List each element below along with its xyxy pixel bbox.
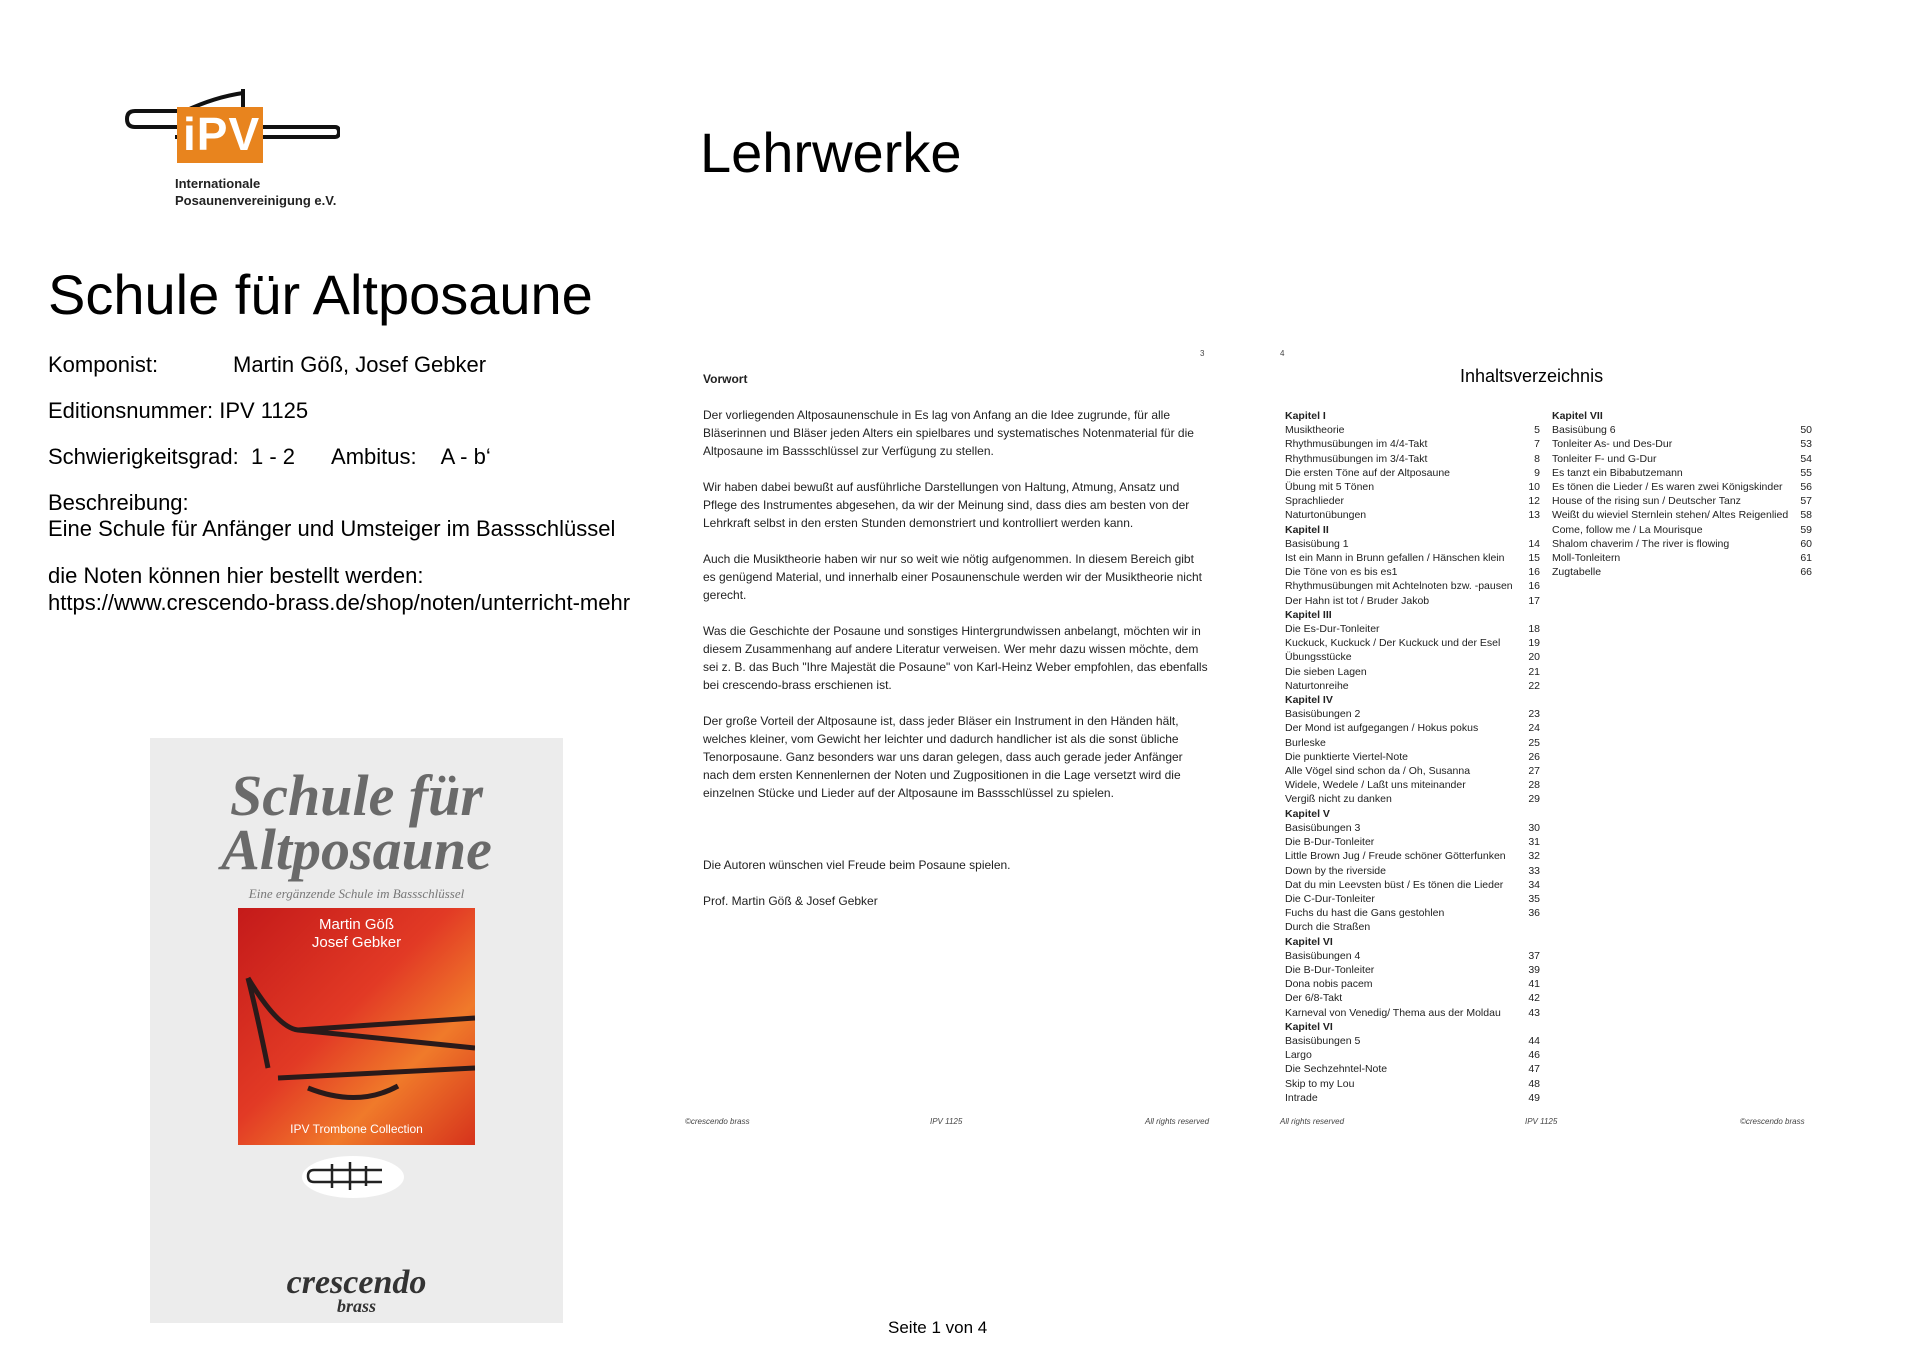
toc-entry	[1285, 821, 1540, 835]
toc-entry-page	[1520, 409, 1540, 423]
toc-chapter-heading	[1285, 935, 1540, 949]
toc-entry-page	[1520, 1020, 1540, 1034]
description-value: Eine Schule für Anfänger und Umsteiger im Bassschlüssel	[48, 516, 616, 541]
toc-entry-title: Basisübungen 4	[1285, 949, 1361, 962]
cover-author2: Josef Gebker	[311, 934, 402, 951]
toc-entry-title: Kuckuck, Kuckuck / Der Kuckuck und der Esel	[1285, 637, 1501, 650]
toc-entry-page: 66	[1800, 566, 1812, 579]
toc-title: Inhaltsverzeichnis	[1460, 366, 1604, 386]
toc-entry-title: Tonleiter As- und Des-Dur	[1552, 438, 1673, 451]
toc-entry-title: Die B-Dur-Tonleiter	[1285, 836, 1375, 849]
toc-entry-title: Die B-Dur-Tonleiter	[1285, 963, 1375, 976]
vorwort-footer-right: All rights reserved	[1145, 1117, 1210, 1126]
toc-entry-page: 35	[1528, 892, 1540, 905]
toc-entry-page: 26	[1528, 750, 1540, 763]
toc-entry-title: Die ersten Töne auf der Altposaune	[1285, 466, 1451, 479]
toc-chapter-heading	[1285, 523, 1540, 537]
toc-entry-title: Zugtabelle	[1552, 566, 1602, 579]
toc-entry-page: 44	[1528, 1034, 1540, 1047]
toc-entry	[1285, 466, 1540, 480]
toc-entry-page: 59	[1800, 523, 1812, 536]
toc-entry-title: Kapitel V	[1285, 807, 1330, 820]
composer-row	[48, 352, 486, 378]
toc-chapter-heading	[1285, 807, 1540, 821]
toc-entry-title: Rhythmusübungen mit Achtelnoten bzw. -pausen	[1285, 580, 1513, 593]
toc-chapter-heading	[1285, 608, 1540, 622]
toc-entry	[1285, 452, 1540, 466]
page-title: Schule für Altposaune	[48, 263, 593, 326]
toc-entry	[1285, 736, 1540, 750]
toc-entry	[1285, 1077, 1540, 1091]
logo-abbr: iPV	[183, 108, 261, 160]
toc-entry-page: 12	[1528, 495, 1540, 508]
composer-value: Martin Göß, Josef Gebker	[233, 352, 487, 377]
toc-entry-page: 16	[1528, 580, 1540, 593]
toc-entry-title: Largo	[1285, 1049, 1312, 1062]
toc-entry-title: Down by the riverside	[1285, 864, 1386, 877]
edition-label: Editionsnummer:	[48, 398, 214, 423]
toc-entry-title: Widele, Wedele / Laßt uns miteinander	[1285, 779, 1466, 792]
toc-entry-page: 39	[1528, 963, 1540, 976]
toc-entry-title: Es tönen die Lieder / Es waren zwei Königskinder	[1552, 481, 1783, 494]
toc-entry-title: Übung mit 5 Tönen	[1285, 481, 1375, 494]
toc-entry	[1285, 636, 1540, 650]
toc-entry-title: Intrade	[1285, 1091, 1318, 1104]
vorwort-footer-mid: IPV 1125	[930, 1117, 963, 1126]
toc-entry-page: 17	[1528, 594, 1540, 607]
toc-entry-page	[1792, 409, 1812, 423]
order-link[interactable]: https://www.crescendo-brass.de/shop/noten/unterricht-mehr	[48, 590, 631, 615]
toc-entry-page: 18	[1528, 623, 1540, 636]
toc-entry-title: Basisübung 6	[1552, 424, 1616, 437]
toc-entry	[1285, 437, 1540, 451]
toc-entry-page: 13	[1528, 509, 1540, 522]
toc-entry-page	[1520, 523, 1540, 537]
toc-entry	[1285, 977, 1540, 991]
cover-ipv-logo	[302, 1156, 404, 1198]
toc-entry	[1285, 849, 1540, 863]
toc-entry	[1285, 764, 1540, 778]
toc-entry-page: 10	[1528, 481, 1540, 494]
toc-entry-title: Moll-Tonleitern	[1552, 552, 1621, 565]
toc-entry	[1285, 579, 1540, 593]
composer-label: Komponist:	[48, 352, 159, 377]
toc-entry-title: Vergiß nicht zu danken	[1285, 793, 1392, 806]
toc-right-column	[1552, 409, 1812, 579]
toc-entry-page: 47	[1528, 1063, 1540, 1076]
toc-left-column	[1285, 409, 1540, 1105]
difficulty-label: Schwierigkeitsgrad:	[48, 444, 239, 469]
toc-entry	[1552, 523, 1812, 537]
toc-entry	[1552, 551, 1812, 565]
toc-entry-title: Ist ein Mann in Brunn gefallen / Hänschen klein	[1285, 552, 1505, 565]
toc-entry-title: Der Hahn ist tot / Bruder Jakob	[1285, 594, 1430, 607]
toc-entry-title: Basisübung 1	[1285, 537, 1349, 550]
vorwort-paragraph: Auch die Musiktheorie haben wir nur so weit wie nötig aufgenommen. In diesem Bereich gibt es genügend Material, und innerhalb einer Posaunenschule werden wir der Musiktheorie nicht gerecht.	[703, 552, 1202, 602]
toc-entry	[1285, 991, 1540, 1005]
vorwort-paragraph: Der vorliegenden Altposaunenschule in Es lag von Anfang an die Idee zugrunde, für alle Bläserinnen und Bläser jeden Alters ein spielbares und systematisches Notenmaterial für die Altposaune im Bassschlüssel zur Verfügung zu stellen.	[703, 408, 1194, 458]
toc-entry-title: Karneval von Venedig/ Thema aus der Moldau	[1285, 1006, 1501, 1019]
toc-entry	[1285, 835, 1540, 849]
toc-entry-title: Basisübungen 3	[1285, 821, 1361, 834]
ambitus-label: Ambitus:	[331, 444, 417, 469]
toc-entry-page: 8	[1534, 452, 1540, 465]
toc-entry-title: Der 6/8-Takt	[1285, 992, 1343, 1005]
toc-entry-title: Kapitel VI	[1285, 935, 1333, 948]
toc-entry-title: Skip to my Lou	[1285, 1077, 1355, 1090]
toc-chapter-heading	[1552, 409, 1812, 423]
logo-line2: Posaunenvereinigung e.V.	[175, 193, 337, 208]
page-footer: Seite 1 von 4	[888, 1318, 988, 1337]
toc-entry-page: 16	[1528, 566, 1540, 579]
toc-entry-title: Durch die Straßen	[1285, 921, 1371, 934]
toc-entry	[1285, 665, 1540, 679]
toc-entry	[1285, 494, 1540, 508]
toc-entry-page: 37	[1528, 949, 1540, 962]
toc-entry-page: 24	[1528, 722, 1540, 735]
toc-entry-page: 54	[1800, 452, 1812, 465]
toc-entry	[1285, 864, 1540, 878]
toc-entry	[1285, 594, 1540, 608]
toc-entry-title: Kapitel II	[1285, 523, 1329, 536]
toc-entry-title: Naturtonreihe	[1285, 679, 1349, 692]
toc-entry	[1552, 452, 1812, 466]
toc-entry-page	[1520, 920, 1540, 934]
toc-entry	[1285, 1006, 1540, 1020]
toc-entry-page: 19	[1528, 637, 1540, 650]
toc-entry-page: 34	[1528, 878, 1540, 891]
toc-entry-title: Der Mond ist aufgegangen / Hokus pokus	[1285, 722, 1479, 735]
toc-entry-title: Shalom chaverim / The river is flowing	[1552, 537, 1730, 550]
toc-entry-page: 25	[1528, 736, 1540, 749]
toc-entry-page: 43	[1528, 1006, 1540, 1019]
toc-entry	[1552, 537, 1812, 551]
toc-entry-page: 61	[1800, 552, 1812, 565]
toc-entry	[1285, 721, 1540, 735]
toc-entry-title: Die C-Dur-Tonleiter	[1285, 892, 1375, 905]
toc-entry-page: 23	[1528, 708, 1540, 721]
page-heading: Lehrwerke	[700, 121, 962, 184]
toc-entry-title: Sprachlieder	[1285, 495, 1344, 508]
toc-entry-title: Burleske	[1285, 736, 1326, 749]
cover-red-panel	[238, 908, 475, 1145]
toc-entry-title: Fuchs du hast die Gans gestohlen	[1285, 907, 1445, 920]
toc-entry-title: Dat du min Leevsten büst / Es tönen die Lieder	[1285, 878, 1504, 891]
edition-row	[48, 398, 308, 424]
vorwort-paragraph: Was die Geschichte der Posaune und sonstiges Hintergrundwissen anbelangt, möchten wir in diesem Zusammenhang auf andere Literatur verweisen. Wer mehr dazu wissen möchte, dem sei z. B. das Buch "Ihre Majestät die Posaune" von Karl-Heinz Weber empfohlen, das ebenfalls bei crescendo-brass erschienen ist.	[703, 624, 1208, 692]
toc-entry	[1552, 423, 1812, 437]
toc-entry-title: Dona nobis pacem	[1285, 978, 1373, 991]
toc-entry-title: Kapitel I	[1285, 410, 1326, 422]
toc-entry-page: 9	[1534, 466, 1540, 479]
toc-entry-page: 41	[1528, 978, 1540, 991]
cover-collection: IPV Trombone Collection	[290, 1122, 423, 1136]
cover-subtitle: Eine ergänzende Schule im Bassschlüssel	[248, 886, 465, 901]
toc-entry	[1285, 1062, 1540, 1076]
toc-entry-title: Naturtonübungen	[1285, 509, 1367, 522]
toc-entry	[1285, 423, 1540, 437]
toc-entry	[1285, 878, 1540, 892]
toc-chapter-heading	[1285, 1020, 1540, 1034]
inhalt-footer-right: ©crescendo brass	[1740, 1117, 1805, 1126]
toc-entry-title: Kapitel VII	[1552, 410, 1603, 422]
toc-entry-title: Die punktierte Viertel-Note	[1285, 750, 1408, 763]
toc-entry	[1285, 707, 1540, 721]
toc-entry-title: Es tanzt ein Bibabutzemann	[1552, 466, 1683, 479]
toc-entry	[1285, 750, 1540, 764]
toc-chapter-heading	[1285, 409, 1540, 423]
cover-publisher: crescendo	[286, 1264, 427, 1301]
toc-entry	[1552, 508, 1812, 522]
vorwort-heading: Vorwort	[703, 372, 748, 386]
cover-title-line2: Altposaune	[221, 817, 492, 882]
vorwort-page-number: 3	[1200, 349, 1205, 358]
toc-entry-page: 7	[1534, 438, 1540, 451]
toc-entry-page: 33	[1528, 864, 1540, 877]
toc-entry-page: 49	[1528, 1091, 1540, 1104]
toc-entry-page: 20	[1528, 651, 1540, 664]
toc-entry-page: 42	[1528, 992, 1540, 1005]
vorwort-paragraph: Der große Vorteil der Altposaune ist, dass jeder Bläser ein Instrument in den Händen hält, welches kleiner, vom Gewicht her leichter und dadurch handlicher ist als die sonst übliche Tenorposaune. Ganz besonders war uns daran gelegen, dass auch gerade jeder Anfänger nach dem ersten Kennenlernen der Noten und Zugpositionen in die Lage versetzt wird die einzelnen Stücke und Lieder auf der Altposaune im Bassschlüssel zu spielen.	[703, 714, 1183, 800]
toc-entry-page: 32	[1528, 850, 1540, 863]
toc-entry-page: 30	[1528, 821, 1540, 834]
toc-entry-title: Rhythmusübungen im 4/4-Takt	[1285, 438, 1428, 451]
trumpet-icon	[238, 958, 475, 1118]
toc-entry-page	[1520, 807, 1540, 821]
toc-entry-title: Come, follow me / La Mourisque	[1552, 523, 1703, 536]
toc-entry-title: Tonleiter F- und G-Dur	[1552, 452, 1657, 465]
toc-entry-page	[1520, 693, 1540, 707]
difficulty-value: 1 - 2	[250, 444, 296, 469]
cover-publisher-sub: brass	[336, 1296, 376, 1316]
vorwort-paragraph: Wir haben dabei bewußt auf ausführliche Darstellungen von Haltung, Atmung, Ansatz und Pflege des Instrumentes abgesehen, da wir der Meinung sind, dass dies am besten von der Lehrkraft selbst in den ersten Stunden demonstriert und kontrolliert werden kann.	[703, 480, 1190, 530]
ambitus-value: A - b‘	[440, 444, 491, 469]
toc-entry	[1285, 622, 1540, 636]
toc-entry-title: Musiktheorie	[1285, 424, 1345, 437]
toc-entry	[1285, 792, 1540, 806]
toc-entry	[1552, 480, 1812, 494]
vorwort-footer-left: ©crescendo brass	[685, 1117, 750, 1126]
toc-entry	[1285, 963, 1540, 977]
toc-entry	[1285, 1034, 1540, 1048]
edition-value: IPV 1125	[219, 398, 309, 423]
toc-entry-title: Alle Vögel sind schon da / Oh, Susanna	[1285, 765, 1471, 778]
toc-entry-page	[1520, 608, 1540, 622]
order-block	[48, 562, 630, 616]
toc-entry	[1552, 494, 1812, 508]
toc-entry-title: Die Es-Dur-Tonleiter	[1285, 623, 1380, 636]
toc-entry	[1285, 920, 1540, 934]
toc-entry-title: Kapitel VI	[1285, 1020, 1333, 1033]
toc-entry-title: Kapitel IV	[1285, 694, 1333, 707]
description-label: Beschreibung:	[48, 490, 189, 515]
toc-entry-title: Kapitel III	[1285, 608, 1332, 621]
toc-entry-page: 57	[1800, 495, 1812, 508]
toc-entry	[1285, 892, 1540, 906]
toc-entry	[1285, 480, 1540, 494]
toc-entry-title: Übungsstücke	[1285, 651, 1352, 664]
inhalt-footer-left: All rights reserved	[1280, 1117, 1345, 1126]
toc-entry	[1285, 565, 1540, 579]
toc-entry-page: 55	[1800, 466, 1812, 479]
toc-entry-page: 14	[1528, 537, 1540, 550]
vorwort-signature: Prof. Martin Göß & Josef Gebker	[703, 894, 878, 908]
cover-author1: Martin Göß	[318, 916, 394, 933]
toc-entry-page: 15	[1528, 552, 1540, 565]
toc-entry-page: 53	[1800, 438, 1812, 451]
toc-entry-page: 28	[1528, 779, 1540, 792]
difficulty-row	[48, 444, 491, 470]
toc-entry	[1285, 1091, 1540, 1105]
toc-entry-page: 22	[1528, 679, 1540, 692]
toc-entry-page: 21	[1528, 665, 1540, 678]
description-block	[48, 490, 615, 542]
book-cover-image	[150, 738, 563, 1323]
toc-entry	[1285, 1048, 1540, 1062]
logo-line1: Internationale	[175, 176, 261, 191]
toc-entry-title: Little Brown Jug / Freude schöner Götterfunken	[1285, 850, 1506, 863]
toc-entry	[1285, 906, 1540, 920]
toc-entry	[1285, 949, 1540, 963]
toc-entry	[1285, 679, 1540, 693]
vorwort-page	[703, 370, 1208, 928]
ipv-logo	[125, 85, 340, 220]
toc-entry-page: 31	[1528, 836, 1540, 849]
toc-entry-page: 36	[1528, 907, 1540, 920]
toc-entry	[1285, 551, 1540, 565]
toc-chapter-heading	[1285, 693, 1540, 707]
order-text: die Noten können hier bestellt werden:	[48, 563, 424, 588]
toc-entry-page: 56	[1800, 481, 1812, 494]
toc-entry-title: Die Töne von es bis es1	[1285, 566, 1398, 579]
toc-entry-page: 48	[1528, 1077, 1540, 1090]
cover-trombone-icon	[302, 1156, 404, 1198]
toc-entry-page: 58	[1800, 509, 1812, 522]
toc-entry-title: House of the rising sun / Deutscher Tanz	[1552, 495, 1741, 508]
toc-entry	[1552, 437, 1812, 451]
toc-entry	[1552, 466, 1812, 480]
toc-entry-title: Basisübungen 2	[1285, 708, 1361, 721]
toc-entry-title: Die Sechzehntel-Note	[1285, 1063, 1388, 1076]
toc-entry-title: Basisübungen 5	[1285, 1034, 1361, 1047]
toc-entry	[1285, 537, 1540, 551]
toc-entry-page: 50	[1800, 424, 1812, 437]
toc-entry-page: 5	[1534, 424, 1540, 437]
toc-entry-page: 60	[1800, 537, 1812, 550]
toc-entry	[1285, 650, 1540, 664]
toc-entry	[1285, 508, 1540, 522]
toc-entry-page: 46	[1528, 1049, 1540, 1062]
vorwort-closing: Die Autoren wünschen viel Freude beim Posaune spielen.	[703, 858, 1011, 872]
inhalt-page-number: 4	[1280, 349, 1285, 358]
toc-entry-page: 27	[1528, 765, 1540, 778]
toc-entry	[1285, 778, 1540, 792]
toc-entry-page: 29	[1528, 793, 1540, 806]
toc-entry	[1552, 565, 1812, 579]
toc-entry-page	[1520, 935, 1540, 949]
toc-entry-title: Rhythmusübungen im 3/4-Takt	[1285, 452, 1428, 465]
cover-title-line1: Schule für	[229, 763, 483, 828]
toc-entry-title: Die sieben Lagen	[1285, 665, 1367, 678]
inhalt-footer-mid: IPV 1125	[1525, 1117, 1558, 1126]
toc-entry-title: Weißt du wieviel Sternlein stehen/ Altes Reigenlied	[1552, 509, 1789, 522]
